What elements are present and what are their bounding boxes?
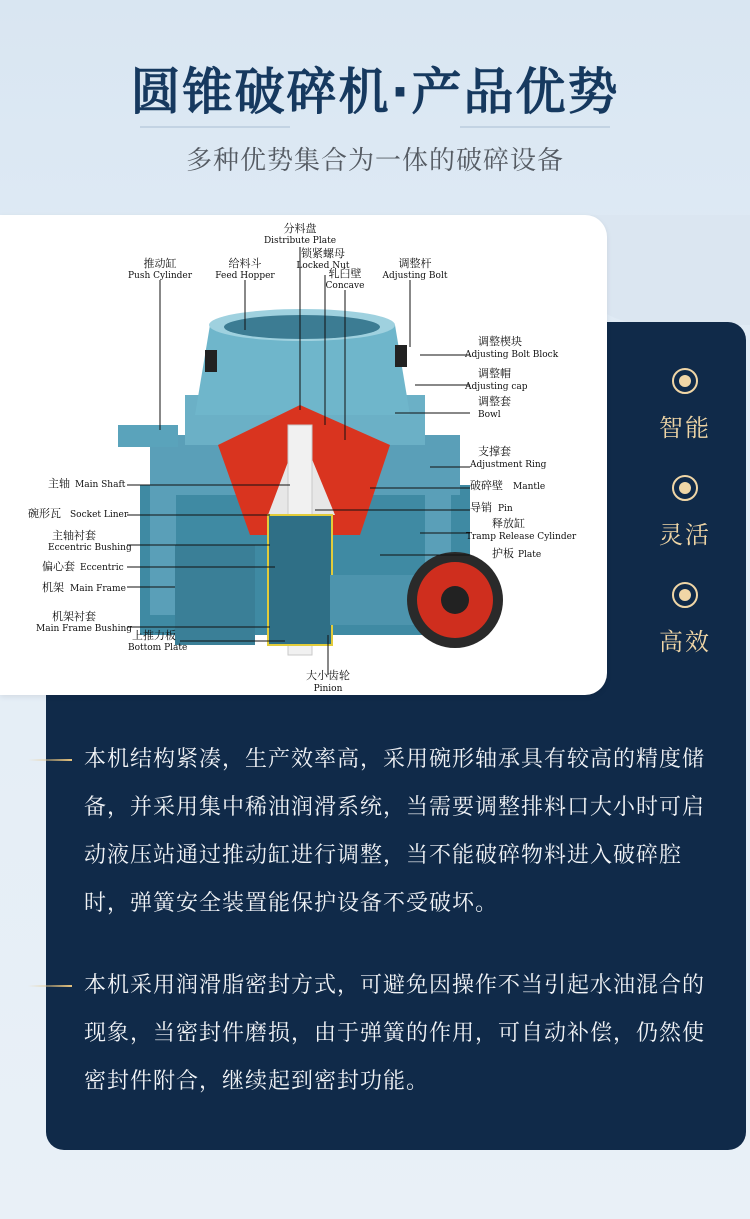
label-mantle-zh: 破碎壁 (470, 479, 503, 492)
label-adjusting-bolt-zh: 调整杆 (398, 257, 432, 270)
feature-label: 高效 (659, 628, 711, 656)
feature-item (640, 368, 730, 443)
label-socket-liner-zh: 碗形瓦 (28, 507, 61, 520)
label-pinion-en: Pinion (313, 684, 343, 694)
page-subtitle: 多种优势集合为一体的破碎设备 (185, 146, 564, 176)
label-bottom-plate-en: Bottom Plate (128, 643, 188, 653)
page-title: 圆锥破碎机·产品优势 (130, 63, 620, 121)
label-adjusting-cap-en: Adjusting cap (465, 382, 528, 392)
label-push-cylinder-zh: 推动缸 (143, 257, 177, 270)
label-main-frame-bushing-zh: 机架衬套 (52, 610, 96, 623)
label-adjusting-bolt-block-zh: 调整楔块 (478, 335, 522, 348)
label-concave-zh: 轧臼壁 (328, 267, 362, 280)
label-pin-zh: 导销 (470, 501, 492, 514)
label-concave-en: Concave (325, 281, 365, 291)
circle-dot-icon (672, 582, 698, 608)
label-pin-en: Pin (498, 504, 513, 514)
label-push-cylinder-en: Push Cylinder (127, 271, 193, 281)
description-paragraph: 本机采用润滑脂密封方式，可避免因操作不当引起水油混合的现象，当密封件磨损，由于弹簧的作用，可自动补偿，仍然使密封件附合，继续起到密封功能。 (84, 973, 706, 1094)
label-main-frame-en: Main Frame (70, 584, 126, 594)
label-main-frame-zh: 机架 (42, 581, 64, 594)
label-main-shaft-en: Main Shaft (75, 480, 126, 490)
label-tramp-release-en: Tramp Release Cylinder (466, 532, 577, 542)
label-locked-nut-zh: 锁紧螺母 (301, 247, 345, 260)
label-adjusting-bolt-en: Adjusting Bolt (382, 271, 448, 281)
crusher-diagram-card (0, 215, 607, 695)
circle-dot-icon (672, 475, 698, 501)
description-paragraph: 本机结构紧凑，生产效率高，采用碗形轴承具有较高的精度储备，并采用集中稀油润滑系统，当需要调整排料口大小时可启动液压站通过推动缸进行调整，当不能破碎物料进入破碎腔时，弹簧安全装置能保护设备不受破坏。 (84, 747, 706, 916)
label-locked-nut-en: Locked Nut (296, 261, 350, 271)
label-adjustment-ring-zh: 支撑套 (478, 445, 511, 458)
label-main-shaft-zh: 主轴 (48, 477, 70, 490)
feature-item (640, 582, 730, 657)
label-bowl-en: Bowl (478, 410, 501, 420)
crusher-illustration (118, 309, 503, 655)
paragraph-marker (28, 985, 72, 987)
feature-label: 智能 (659, 414, 711, 442)
title-rule-right (460, 126, 610, 128)
label-bottom-plate-zh: 上推力板 (132, 629, 176, 642)
label-eccentric-bushing-en: Eccentric Bushing (48, 543, 132, 553)
label-distribute-plate-en: Distribute Plate (263, 236, 337, 246)
label-tramp-release-zh: 释放缸 (492, 517, 525, 530)
label-adjustment-ring-en: Adjustment Ring (470, 460, 547, 470)
label-plate-zh: 护板 (492, 547, 514, 560)
label-adjusting-cap-zh: 调整帽 (478, 367, 511, 380)
label-eccentric-bushing-zh: 主轴衬套 (52, 529, 96, 542)
label-feed-hopper-zh: 给料斗 (228, 257, 262, 270)
label-feed-hopper-en: Feed Hopper (215, 271, 275, 281)
label-mantle-en: Mantle (513, 482, 546, 492)
label-socket-liner-en: Socket Liner (70, 510, 129, 520)
label-distribute-plate-zh: 分料盘 (283, 222, 317, 235)
paragraph-marker (28, 759, 72, 761)
feature-label: 灵活 (659, 521, 711, 549)
feature-item (640, 475, 730, 550)
label-bowl-zh: 调整套 (478, 395, 511, 408)
label-plate-en: Plate (518, 550, 542, 560)
circle-dot-icon (672, 368, 698, 394)
title-rule-left (140, 126, 290, 128)
label-pinion-zh: 大小齿轮 (306, 669, 350, 682)
label-adjusting-bolt-block-en: Adjusting Bolt Block (465, 350, 559, 360)
crusher-diagram (0, 215, 607, 695)
label-eccentric-zh: 偏心套 (42, 560, 75, 573)
label-main-frame-bushing-en: Main Frame Bushing (36, 624, 133, 634)
label-eccentric-en: Eccentric (80, 563, 124, 573)
